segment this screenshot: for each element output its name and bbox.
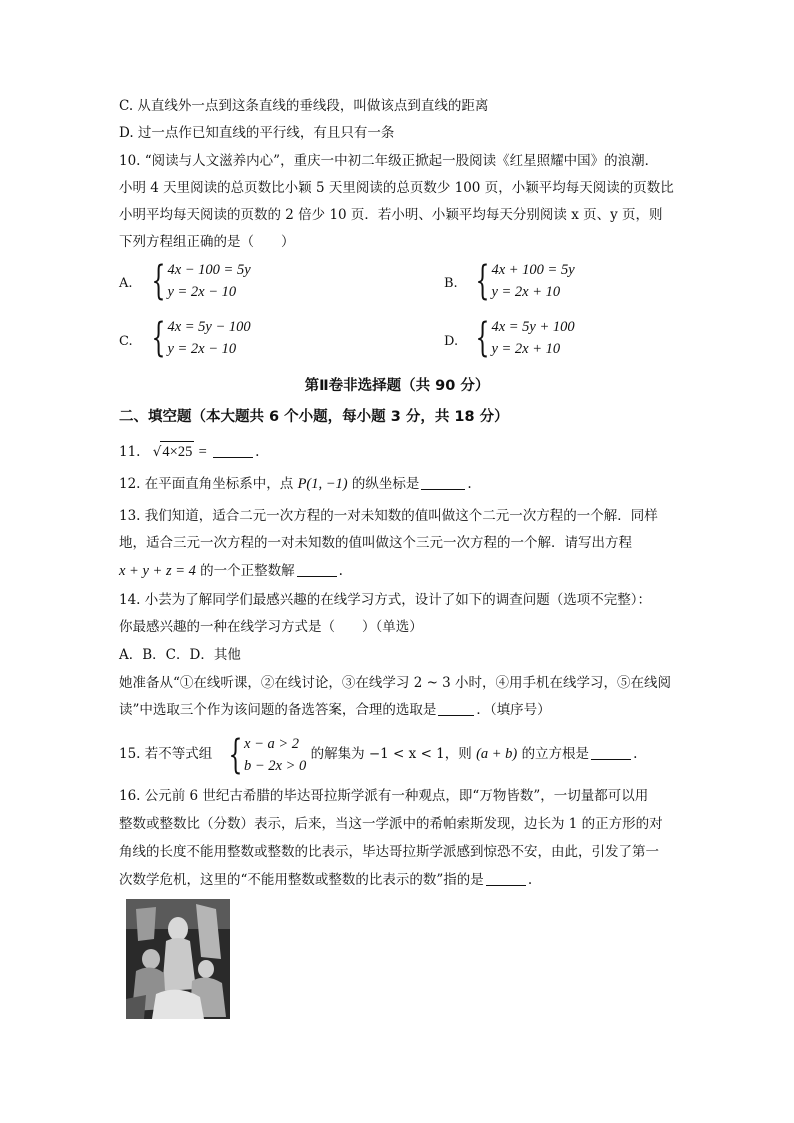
q14-line5	[119, 700, 551, 720]
q12-point: P(1, −1)	[297, 476, 348, 492]
q10-option-d-eq2: y = 2x + 10	[491, 341, 561, 357]
q11-end: .	[255, 444, 260, 460]
q11-equals: =	[198, 444, 207, 460]
q10-option-b-eq2: y = 2x + 10	[491, 284, 561, 300]
q9-option-d: D. 过一点作已知直线的平行线，有且只有一条	[119, 125, 395, 141]
pythagoras-illustration	[126, 899, 230, 1019]
q14-answer-blank[interactable]	[438, 701, 474, 716]
brace-icon: {	[475, 315, 490, 361]
q14-line5-b: ．（填序号）	[476, 702, 551, 718]
q16-line2: 整数或整数比（分数）表示，后来，当这一学派中的希帕索斯发现，边长为 1 的正方形的对	[119, 816, 663, 832]
q10-option-b-label: B.	[444, 276, 458, 291]
q15-mid: 的解集为 −1 < x < 1，则	[310, 746, 472, 762]
part2-title: 第Ⅱ卷非选择题（共 90 分）	[304, 378, 490, 394]
q15-tail: 的立方根是	[521, 746, 590, 762]
q16-line4-text: 次数学危机，这里的“不能用整数或整数的比表示的数”指的是	[119, 872, 484, 888]
q10-option-a-label: A.	[119, 276, 133, 291]
q10-option-d-eq1: 4x = 5y + 100	[491, 319, 575, 335]
q12-answer-blank[interactable]	[421, 475, 465, 490]
q10-line4: 下列方程组正确的是（ ）	[119, 234, 295, 250]
q13-equation: x + y + z = 4	[119, 563, 196, 579]
q15	[119, 732, 637, 777]
q16-line1: 16. 公元前 6 世纪古希腊的毕达哥拉斯学派有一种观点，即“万物皆数”，一切量都可以用	[119, 788, 649, 804]
section2-heading: 二、填空题（本大题共 6 个小题，每小题 3 分，共 18 分）	[119, 409, 509, 425]
q13-line3	[119, 561, 343, 581]
q13-line2: 地，适合三元一次方程的一对未知数的值叫做这个三元一次方程的一个解．请写出方程	[119, 535, 632, 551]
q10-option-d-label: D.	[444, 334, 459, 349]
q11-expression: 4×25	[160, 441, 194, 462]
q10-option-a-eq2: y = 2x − 10	[167, 284, 237, 300]
q10-line2: 小明 4 天里阅读的总页数比小颖 5 天里阅读的总页数少 100 页，小颖平均每天阅读的页数比	[119, 180, 674, 196]
q13-tail: 的一个正整数解	[200, 563, 295, 579]
q16-end: .	[527, 872, 533, 888]
q15-end: .	[633, 746, 638, 762]
q12-tail: 的纵坐标是	[351, 476, 420, 492]
q10-line3: 小明平均每天阅读的页数的 2 倍少 10 页．若小明、小颖平均每天分别阅读 x 页、y 页，则	[119, 207, 663, 223]
q14-line3: A．B．C．D．其他	[119, 647, 241, 663]
q14-line4: 她准备从“①在线听课，②在线讨论，③在线学习 2 ~ 3 小时，④用手机在线学习，⑤在线阅	[119, 675, 672, 691]
q15-prefix: 15. 若不等式组	[119, 746, 213, 762]
q16-line3: 角线的长度不能用整数或整数的比表示，毕达哥拉斯学派感到惊恐不安，由此，引发了第一	[119, 844, 659, 860]
q10-option-b-eq1: 4x + 100 = 5y	[491, 262, 575, 278]
q10-option-c-system	[140, 316, 251, 360]
q15-expression: (a + b)	[476, 746, 518, 762]
q10-line1: 10. “阅读与人文滋养内心”，重庆一中初二年级正掀起一股阅读《红星照耀中国》的浪潮．	[119, 153, 659, 169]
q14-line2: 你最感兴趣的一种在线学习方式是（ ）（单选）	[119, 619, 423, 635]
q14-line5-a: 读”中选取三个作为该问题的备选答案，合理的选取是	[119, 702, 437, 718]
sqrt-icon: √	[152, 444, 162, 460]
q11-answer-blank[interactable]	[213, 443, 253, 458]
q16-answer-blank[interactable]	[486, 871, 526, 886]
q13-line1: 13. 我们知道，适合二元一次方程的一对未知数的值叫做这个二元一次方程的一个解．同样	[119, 508, 658, 524]
q12-text: 12. 在平面直角坐标系中，点	[119, 476, 294, 492]
q15-eq2: b − 2x > 0	[244, 757, 307, 774]
q10-option-d-system	[464, 316, 575, 360]
q10-option-a-eq1: 4x − 100 = 5y	[167, 262, 251, 278]
q11-number: 11.	[119, 444, 141, 460]
q10-option-c-eq2: y = 2x − 10	[167, 341, 237, 357]
brace-icon: {	[228, 731, 243, 778]
q11	[119, 441, 259, 462]
q13-answer-blank[interactable]	[297, 562, 337, 577]
q10-option-c-label: C.	[119, 334, 133, 349]
q13-end: .	[338, 563, 343, 579]
q10-option-b-system	[464, 259, 575, 303]
q12-end: .	[467, 476, 472, 492]
engraving-image	[126, 899, 230, 1019]
q15-eq1: x − a > 2	[244, 735, 300, 752]
brace-icon: {	[151, 315, 166, 361]
q16-line4	[119, 870, 532, 890]
brace-icon: {	[151, 258, 166, 304]
q9-option-c: C. 从直线外一点到这条直线的垂线段，叫做该点到直线的距离	[119, 98, 489, 114]
brace-icon: {	[475, 258, 490, 304]
q12	[119, 474, 472, 494]
q15-answer-blank[interactable]	[591, 745, 631, 760]
q14-line1: 14. 小芸为了解同学们最感兴趣的在线学习方式，设计了如下的调查问题（选项不完整）：	[119, 592, 652, 608]
q10-option-a-system	[140, 259, 251, 303]
q10-option-c-eq1: 4x = 5y − 100	[167, 319, 251, 335]
